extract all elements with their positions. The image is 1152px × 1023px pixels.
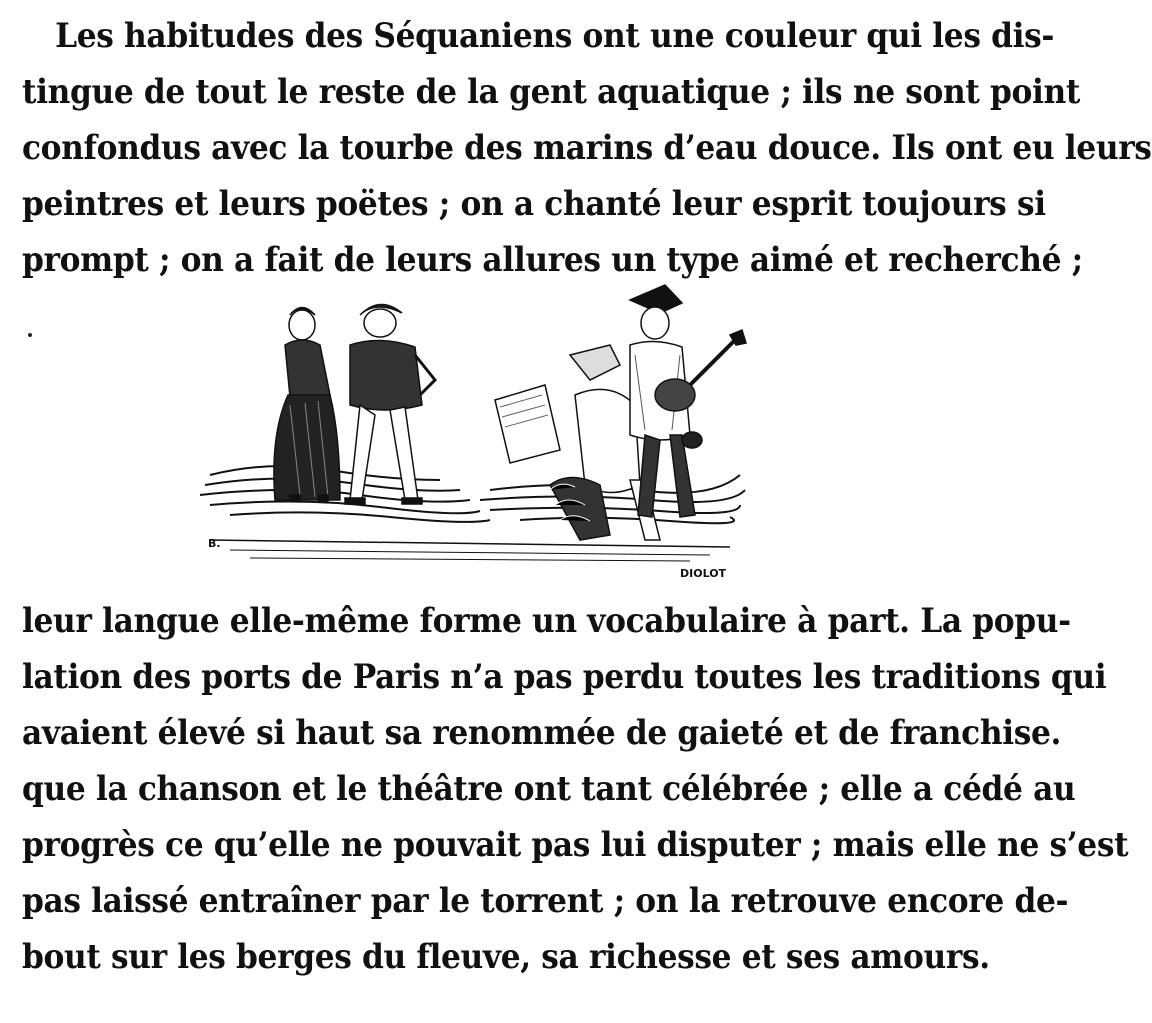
text-line: tingue de tout le reste de la gent aquatique ; ils ne sont point: [22, 72, 1080, 112]
artist-signature-left: B.: [208, 537, 221, 550]
text-line: peintres et leurs poëtes ; on a chanté leur esprit toujours si: [22, 184, 1046, 224]
woman-figure: [274, 308, 340, 502]
text-line: prompt ; on a fait de leurs allures un type aimé et recherché ;: [22, 240, 1083, 280]
text-line: leur langue elle-même forme un vocabulaire à part. La popu-: [22, 601, 1071, 641]
text-line: confondus avec la tourbe des marins d’eau douce. Ils ont eu leurs: [22, 128, 1152, 168]
top-paragraph: [22, 8, 1152, 288]
text-line: progrès ce qu’elle ne pouvait pas lui disputer ; mais elle ne s’est: [22, 825, 1129, 865]
text-line: que la chanson et le théâtre ont tant célébrée ; elle a cédé au: [22, 769, 1076, 809]
text-line: bout sur les berges du fleuve, sa richesse et ses amours.: [22, 937, 990, 977]
text-line: Les habitudes des Séquaniens ont une couleur qui les dis-: [55, 16, 1054, 56]
engraver-signature-right: DIOLOT: [680, 567, 727, 580]
stray-ink-dot: [28, 333, 32, 337]
text-line: avaient élevé si haut sa renommée de gaieté et de franchise.: [22, 713, 1062, 753]
engraving-illustration: [190, 285, 750, 585]
man-figure-left: [345, 304, 435, 504]
bottom-paragraph: [22, 593, 1129, 985]
text-line: lation des ports de Paris n’a pas perdu toutes les traditions qui: [22, 657, 1107, 697]
text-line: pas laissé entraîner par le torrent ; on la retrouve encore de-: [22, 881, 1069, 921]
engraving-svg: [190, 285, 750, 585]
